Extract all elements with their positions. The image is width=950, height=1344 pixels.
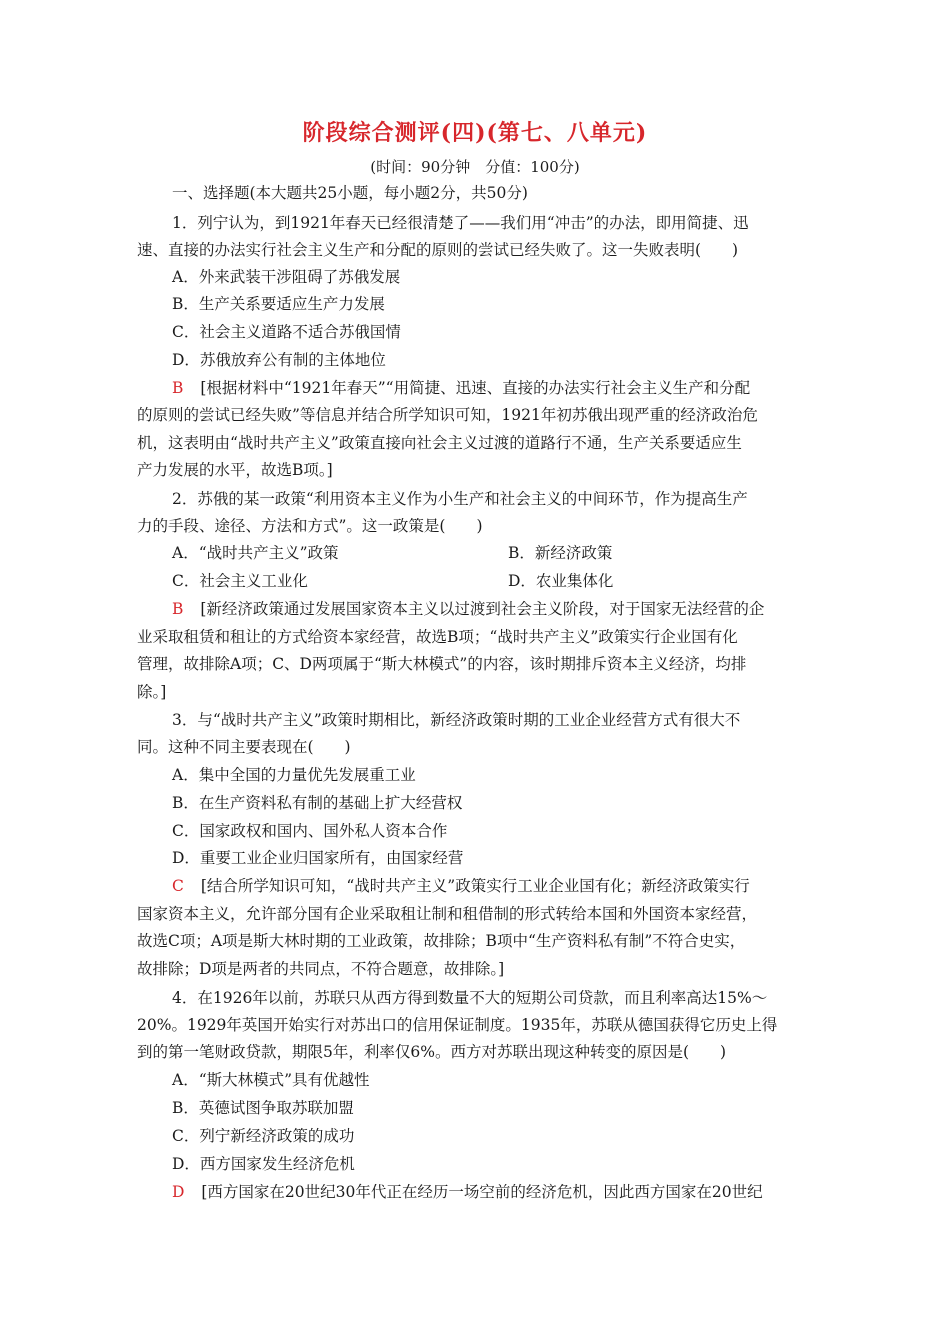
q4-answer: D [172,1183,185,1201]
q3-option-c: C．国家政权和国内、国外私人资本合作 [172,822,448,840]
q2-explanation-line: 除。] [137,683,167,701]
q2-stem-line: 力的手段、途径、方法和方式”。这一政策是( ) [137,517,483,535]
q4-stem-line: 4．在1926年以前，苏联只从西方得到数量不大的短期公司贷款，而且利率高达15%～ [172,989,768,1007]
q4-option-c: C．列宁新经济政策的成功 [172,1127,355,1145]
q3-explanation-line: 国家资本主义，允许部分国有企业采取租让制和租借制的形式转给本国和外国资本家经营， [137,905,758,923]
q1-explanation-line: [根据材料中“1921年春天”“用简捷、迅速、直接的办法实行社会主义生产和分配 [200,379,751,397]
q3-answer-line [172,876,750,896]
q3-explanation-line: 故选C项；A项是斯大林时期的工业政策，故排除；B项中“生产资料私有制”不符合史实， [137,932,746,950]
q3-option-a: A．集中全国的力量优先发展重工业 [172,766,416,784]
q2-answer: B [172,600,184,618]
q1-option-c: C．社会主义道路不适合苏俄国情 [172,323,401,341]
q3-answer: C [172,877,184,895]
q2-option-a: A．“战时共产主义”政策 [172,544,339,562]
q3-stem-line: 3．与“战时共产主义”政策时期相比，新经济政策时期的工业企业经营方式有很大不 [172,711,741,729]
q3-stem-line: 同。这种不同主要表现在( ) [137,738,351,756]
q2-option-d: D．农业集体化 [508,572,614,590]
q1-answer: B [172,379,184,397]
q1-explanation-line: 机，这表明由“战时共产主义”政策直接向社会主义过渡的道路行不通，生产关系要适应生 [137,434,742,452]
q4-option-a: A．“斯大林模式”具有优越性 [172,1071,370,1089]
q2-explanation-line: 管理，故排除A项；C、D两项属于“斯大林模式”的内容，该时期排斥资本主义经济，均排 [137,655,747,673]
q1-option-b: B．生产关系要适应生产力发展 [172,295,385,313]
q1-option-a: A．外来武装干涉阻碍了苏俄发展 [172,268,401,286]
q4-stem-line: 20%。1929年英国开始实行对苏出口的信用保证制度。1935年，苏联从德国获得它历史上得 [137,1016,778,1034]
q1-stem-line: 速、直接的办法实行社会主义生产和分配的原则的尝试已经失败了。这一失败表明( ) [137,241,739,259]
q1-stem-line: 1．列宁认为，到1921年春天已经很清楚了——我们用“冲击”的办法，即用简捷、迅 [172,214,749,232]
q3-option-b: B．在生产资料私有制的基础上扩大经营权 [172,794,463,812]
q2-option-c: C．社会主义工业化 [172,572,308,590]
q1-explanation-line: 的原则的尝试已经失败”等信息并结合所学知识可知，1921年初苏俄出现严重的经济政治危 [137,406,758,424]
q1-explanation-line: 产力发展的水平，故选B项。] [137,461,333,479]
q3-explanation-line: 故排除；D项是两者的共同点，不符合题意，故排除。] [137,960,505,978]
q2-option-b: B．新经济政策 [508,544,613,562]
q4-option-d: D．西方国家发生经济危机 [172,1155,355,1173]
q1-option-d: D．苏俄放弃公有制的主体地位 [172,351,386,369]
page-title: 阶段综合测评(四)(第七、八单元) [302,120,648,146]
q2-explanation-line: 业采取租赁和租让的方式给资本家经营，故选B项；“战时共产主义”政策实行企业国有化 [137,628,738,646]
q4-stem-line: 到的第一笔财政贷款，期限5年，利率仅6%。西方对苏联出现这种转变的原因是( ) [137,1043,727,1061]
q2-stem-line: 2．苏俄的某一政策“利用资本主义作为小生产和社会主义的中间环节，作为提高生产 [172,490,748,508]
q4-answer-line [172,1182,763,1202]
q2-explanation-line: [新经济政策通过发展国家资本主义以过渡到社会主义阶段，对于国家无法经营的企 [200,600,765,618]
q1-answer-line [172,378,750,398]
q4-option-b: B．英德试图争取苏联加盟 [172,1099,354,1117]
q4-explanation-line: [西方国家在20世纪30年代正在经历一场空前的经济危机，因此西方国家在20世纪 [201,1183,763,1201]
section-heading: 一、选择题(本大题共25小题，每小题2分，共50分) [172,184,528,202]
q3-explanation-line: [结合所学知识可知，“战时共产主义”政策实行工业企业国有化；新经济政策实行 [200,877,750,895]
exam-info: (时间：90分钟 分值：100分) [370,158,580,176]
q3-option-d: D．重要工业企业归国家所有，由国家经营 [172,849,464,867]
q2-answer-line [172,599,764,619]
